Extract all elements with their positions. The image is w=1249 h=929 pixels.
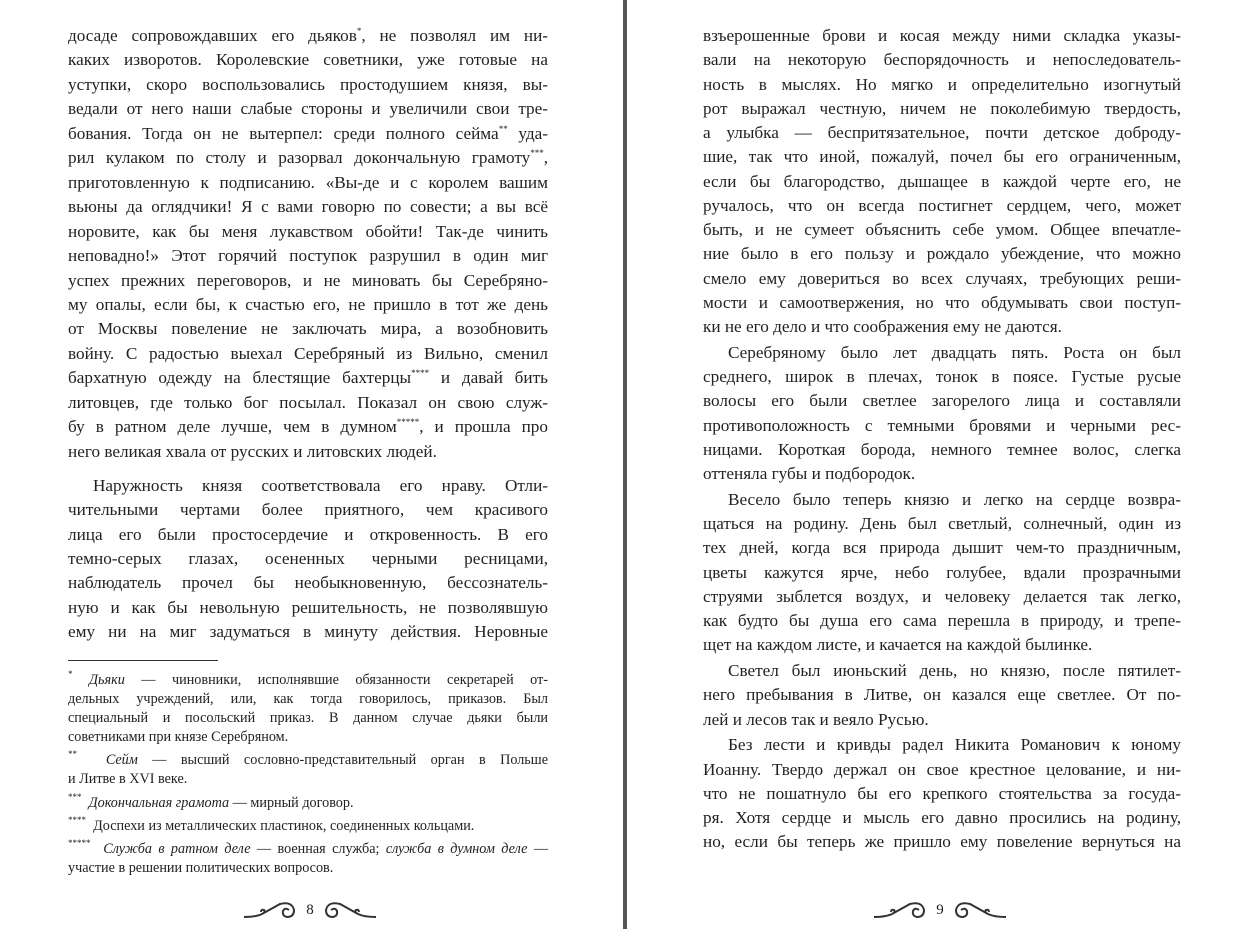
text-line: норовите, как бы меня лукавством обойти! Так-де чинить (68, 221, 548, 241)
text-line: лица его были простосердечие и откровенность. В его (68, 524, 548, 544)
text-line: что не пошатнуло бы его крепкого стоятельства за госуда- (703, 783, 1181, 803)
ornament-right-icon (320, 899, 378, 921)
footnote-line: участие в решении политических вопросов. (68, 860, 334, 876)
text-line: если бы благородство, дышащее в каждой черте его, не (703, 171, 1181, 191)
footnote-line: * Дьяки — чиновники, исполнявшие обязанности секретарей от- (68, 669, 549, 688)
text-line: рот выражал честную, ничем не поколебимую твердость, (703, 98, 1181, 118)
page-number-left (230, 898, 390, 922)
text-line: взъерошенные брови и косая между ними складка указы- (703, 26, 1181, 45)
text-line: противоположность с темными бровями и черными рес- (703, 415, 1181, 435)
text-line: досаде сопровождавших его дьяков*, не позволял им ни- (68, 26, 548, 45)
footnote-marker[interactable]: **** (411, 368, 430, 379)
text-line: вали на некоторую беспорядочность и непоследователь- (703, 50, 1181, 70)
text-line: рил кулаком по столу и разорвал докончальную грамоту***, (68, 148, 548, 168)
footnote-marker[interactable]: ** (498, 123, 508, 134)
text-line: Светел был июньский день, но князю, после пятилет- (728, 661, 1181, 680)
text-line: неповадно!» Этот горячий поступок разрушил в один миг (68, 246, 548, 266)
text-line: наблюдатель прочел бы необыкновенную, бессознатель- (68, 573, 548, 593)
footnote-line: и Литве в XVI веке. (68, 771, 188, 787)
text-line: темно-серых глазах, осененных черными ресницами, (68, 548, 548, 568)
text-line: ницами. Короткая борода, немного темнее волос, слегка (703, 439, 1181, 459)
text-line: уступки, скоро воспользовались простодушием князя, вы- (68, 74, 548, 94)
text-line: лей и лесов так и веяло Русью. (703, 709, 929, 729)
footnote-marker: ** (68, 749, 77, 759)
text-line: ние было в его пользу и рождало убеждение, что можно (703, 244, 1181, 264)
text-line: приготовленную к подписанию. «Вы-де и с королем вашим (68, 172, 548, 192)
footnote-line: **** Доспехи из металлических пластинок, соединенных кольцами. (68, 815, 475, 834)
text-line: струями зыблется воздух, и человеку делается так легко, (703, 586, 1181, 606)
footnote-line: советниками при князе Серебряном. (68, 729, 289, 745)
footnote-marker: **** (68, 815, 86, 825)
footnote-line: *** Докончальная грамота — мирный договор. (68, 792, 354, 811)
text-line: щет на каждом листе, и качается на каждой былинке. (703, 635, 1093, 655)
text-line: чительными чертами более приятного, чем красивого (68, 500, 548, 520)
footnote-term: служба в думном деле (385, 841, 528, 857)
text-line: мости и самоотвержения, но что обдумывать свои поступ- (703, 292, 1181, 312)
right-page (627, 0, 1249, 929)
text-line: как будто бы душа его сама перешла в природу, и трепе- (703, 611, 1181, 630)
footnote-line: специальный и посольский приказ. В данном случае дьяки были (68, 710, 548, 726)
text-line: среднего, широк в плечах, тонок в поясе. Густые русые (703, 367, 1181, 386)
text-line: ручалось, что он всегда постигнет сердцем, чего, может (703, 195, 1181, 215)
text-line: каких изворотов. Королевские советники, уже готовые на (68, 50, 548, 70)
ornament-left-icon (242, 899, 300, 921)
text-line: ему ни на миг задуматься в минуту действия. Неровные (68, 622, 548, 642)
text-line: вьюны да оглядчики! Я с вами говорю по совести; а вы всё (68, 197, 548, 217)
page-number-right (860, 898, 1020, 922)
footnote-rule (68, 660, 218, 661)
text-line: Без лести и кривды радел Никита Романович к юному (728, 735, 1181, 755)
text-line: ность в мыслях. Но мягко и определительно изогнутый (703, 74, 1181, 94)
footnote-line: дельных учреждений, или, как тогда говорилось, приказов. Был (68, 691, 548, 707)
text-line: бу в ратном деле лучше, чем в думном*****, и прошла про (68, 417, 548, 437)
text-line: литовцев, где только бог посылал. Показал он свою служ- (68, 392, 548, 412)
text-line: ря. Хотя сердце и мысль его давно просились на родину, (703, 808, 1181, 827)
footnote-line: ** Сейм — высший сословно-представительный орган в Польше (68, 749, 549, 768)
text-line: него великая хвала от русских и литовских людей. (68, 441, 437, 461)
footnote-line: ***** Служба в ратном деле — военная служба; служба в думном деле — (68, 838, 549, 857)
text-line: него пребывания в Литве, он казался еще светлее. От по- (703, 685, 1181, 705)
text-line: бархатную одежду на блестящие бахтерцы**** и давай бить (68, 368, 548, 388)
footnote-marker[interactable]: ***** (396, 417, 420, 428)
text-line: быть, и не сумеет объяснить себе умом. Общее впечатле- (703, 220, 1181, 239)
text-line: но, если бы теперь же пришло ему повеление вернуться на (703, 832, 1181, 852)
page-number: 9 (936, 901, 944, 918)
ornament-right-icon (950, 899, 1008, 921)
page-number: 8 (306, 901, 314, 918)
text-line: успех прежних переговоров, и не миновать бы Серебряно- (68, 270, 548, 290)
text-line: шие, так что иной, пожалуй, почел бы его ограниченным, (703, 147, 1181, 167)
text-line: ки не его дело и что соображения ему не даются. (703, 317, 1062, 336)
text-line: му опалы, если бы, к счастью его, не пришло в тот же день (68, 294, 548, 314)
footnote-term: Докончальная грамота (88, 795, 230, 811)
ornament-left-icon (872, 899, 930, 921)
footnote-marker: * (68, 669, 73, 679)
footnote-marker[interactable]: * (356, 26, 362, 36)
text-line: оттеняла губы и подбородок. (703, 464, 916, 483)
text-line: войну. С радостью выехал Серебряный из Вильно, сменил (68, 343, 548, 363)
text-line: тех дней, когда вся природа дышит чем-то праздничным, (703, 538, 1181, 558)
text-line: смело ему довериться во всех случаях, требующих реши- (703, 268, 1181, 288)
footnote-marker: *** (68, 792, 82, 802)
text-line: Наружность князя соответствовала его нраву. Отли- (93, 475, 548, 495)
text-line: щаться на родину. День был светлый, солнечный, один из (703, 514, 1181, 533)
footnote-marker: ***** (68, 838, 91, 848)
text-line: Весело было теперь князю и легко на сердце возвра- (728, 489, 1181, 509)
text-line: ную и как бы невольную решительность, не позволявшую (68, 597, 548, 617)
text-line: а улыбка — беспритязательное, почти детское доброду- (703, 123, 1181, 142)
text-line: ведали от него наши слабые стороны и увеличили свои тре- (68, 99, 548, 119)
text-line: цветы кажутся ярче, небо голубее, вдали прозрачными (703, 562, 1181, 582)
text-line: бования. Тогда он не вытерпел: среди полного сейма** уда- (68, 123, 548, 143)
left-page (0, 0, 623, 929)
text-line: Иоанну. Твердо держал он свое крестное целование, и ни- (703, 759, 1181, 779)
footnote-term: Дьяки (89, 672, 125, 688)
footnote-term: Сейм (105, 752, 138, 768)
text-line: Серебряному было лет двадцать пять. Роста он был (728, 342, 1181, 362)
text-line: волосы его были светлее загорелого лица и составляли (703, 391, 1181, 411)
footnote-marker[interactable]: *** (530, 148, 544, 159)
footnote-term: Служба в ратном деле (103, 841, 251, 857)
text-line: от Москвы повеление не заключать мира, а возобновить (68, 319, 548, 339)
